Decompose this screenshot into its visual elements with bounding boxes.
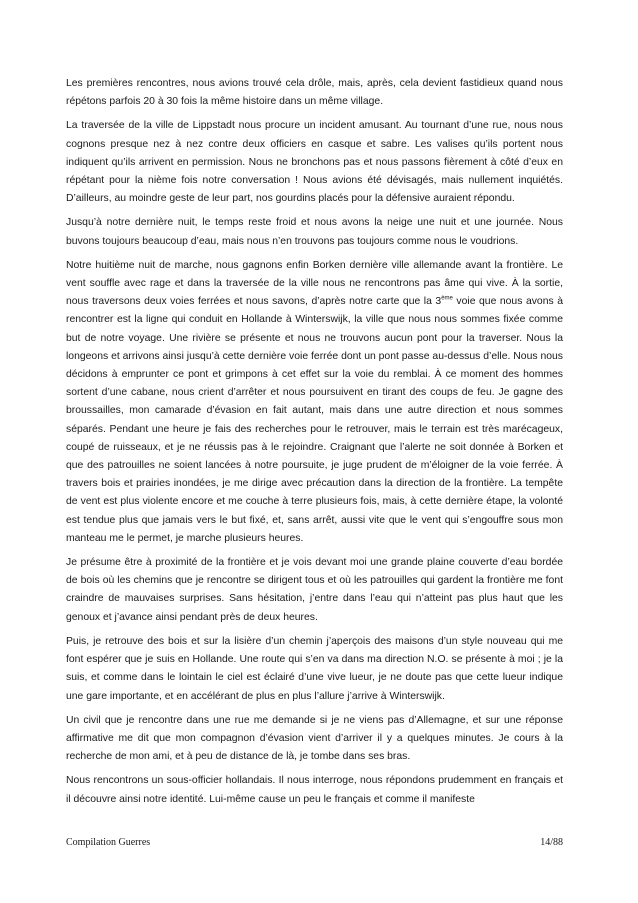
paragraph-4-part-2: voie que nous avons à rencontrer est la ligne qui conduit en Hollande à Winterswijk, la ville que nous nous sommes fixée comme but de notre voyage. Une rivière se présente et nous ne trouvons aucun pont pour la traverser. Nous la longeons et arrivons ainsi jusqu’à cette dernière voie ferrée dont un pont passe au-dessus d’elle. Nous nous décidons à emprunter ce pont et grimpons à cet effet sur la voie du remblai. À ce moment des hommes sortent d’une cabane, nous crient d’arrêter et nous poursuivent en tirant des coups de feu. Je gagne des broussailles, mon camarade d’évasion en fait autant, mais dans une autre direction et nous sommes séparés. Pendant une heure je fais des recherches pour le retrouver, mais le terrain est très marécageux, coupé de ruisseaux, et je ne réussis pas à le rejoindre. Craignant que l’alerte ne soit donnée à Borken et que des patrouilles ne soient lancées à notre poursuite, je juge prudent de m’éloigner de la voie ferrée. À travers bois et prairies inondées, je me dirige avec précaution dans la direction de la frontière. La tempête de vent est plus violente encore et me couche à terre plusieurs fois, mais, à cette dernière étape, la volonté est tendue plus que jamais vers le but fixé, et, sans arrêt, aussi vite que le vent qui s’engouffre sous mon manteau me le permet, je marche plusieurs heures. xyxy=(66,296,563,544)
paragraph-8: Nous rencontrons un sous-officier hollandais. Il nous interroge, nous répondons prudemment en français et il découvre ainsi notre identité. Lui-même cause un peu le français et comme il manifeste xyxy=(66,775,563,805)
paragraph-4 xyxy=(66,257,563,548)
paragraph-1: Les premières rencontres, nous avions trouvé cela drôle, mais, après, cela devient fastidieux quand nous répétons parfois 20 à 30 fois la même histoire dans un même village. xyxy=(66,78,563,108)
paragraph-5: Je présume être à proximité de la frontière et je vois devant moi une grande plaine couverte d’eau bordée de bois où les chemins que je rencontre se dirigent tous et où les patrouilles qui gardent la frontière me font craindre de mauvaises surprises. Sans hésitation, j’entre dans l’eau qui n’atteint pas plus haut que les genoux et j’avance ainsi pendant près de deux heures. xyxy=(66,557,563,623)
footer-title: Compilation Guerres xyxy=(66,837,151,848)
document-page xyxy=(66,75,563,815)
paragraph-3: Jusqu’à notre dernière nuit, le temps reste froid et nous avons la neige une nuit et une journée. Nous buvons toujours beaucoup d’eau, mais nous n’en trouvons pas toujours comme nous le voudrions. xyxy=(66,217,563,247)
paragraph-4-part-1: Notre huitième nuit de marche, nous gagnons enfin Borken dernière ville allemande avant la frontière. Le vent souffle avec rage et dans la traversée de la ville nous ne rencontrons pas âme qui vive. À la sortie, nous traversons deux voies ferrées et nous savons, d’après notre carte que la 3 xyxy=(66,259,563,308)
paragraph-6: Puis, je retrouve des bois et sur la lisière d’un chemin j’aperçois des maisons d’un style nouveau qui me font espérer que je suis en Hollande. Une route qui s’en va dans ma direction N.O. se présente à moi ; je la suis, et comme dans le lointain le ciel est éclairé d’une vive lueur, je ne doute pas que cette lueur indique une gare importante, et en accélérant de plus en plus l’allure j’arrive à Winterswijk. xyxy=(66,635,563,702)
page-footer xyxy=(66,837,563,848)
page-number: 14/88 xyxy=(540,837,563,848)
paragraph-7: Un civil que je rencontre dans une rue me demande si je ne viens pas d’Allemagne, et sur une réponse affirmative me dit que mon compagnon d’évasion vient d’arriver il y a quelques minutes. Je cours à la recherche de mon ami, et à peu de distance de là, je tombe dans ses bras. xyxy=(66,714,563,763)
paragraph-2: La traversée de la ville de Lippstadt nous procure un incident amusant. Au tournant d’une rue, nous nous cognons presque nez à nez contre deux officiers en casque et sabre. Les valises qu’ils portent nous indiquent qu’ils arrivent en permission. Nous ne bronchons pas et nous passons fièrement à côté d’eux en répétant pour la nième fois notre conversation ! Nous avions été dévisagés, mais nullement inquiétés. D’ailleurs, au moindre geste de leur part, nos gourdins placés pour la défensive auraient répondu. xyxy=(66,120,563,205)
ordinal-superscript: ème xyxy=(441,295,453,302)
